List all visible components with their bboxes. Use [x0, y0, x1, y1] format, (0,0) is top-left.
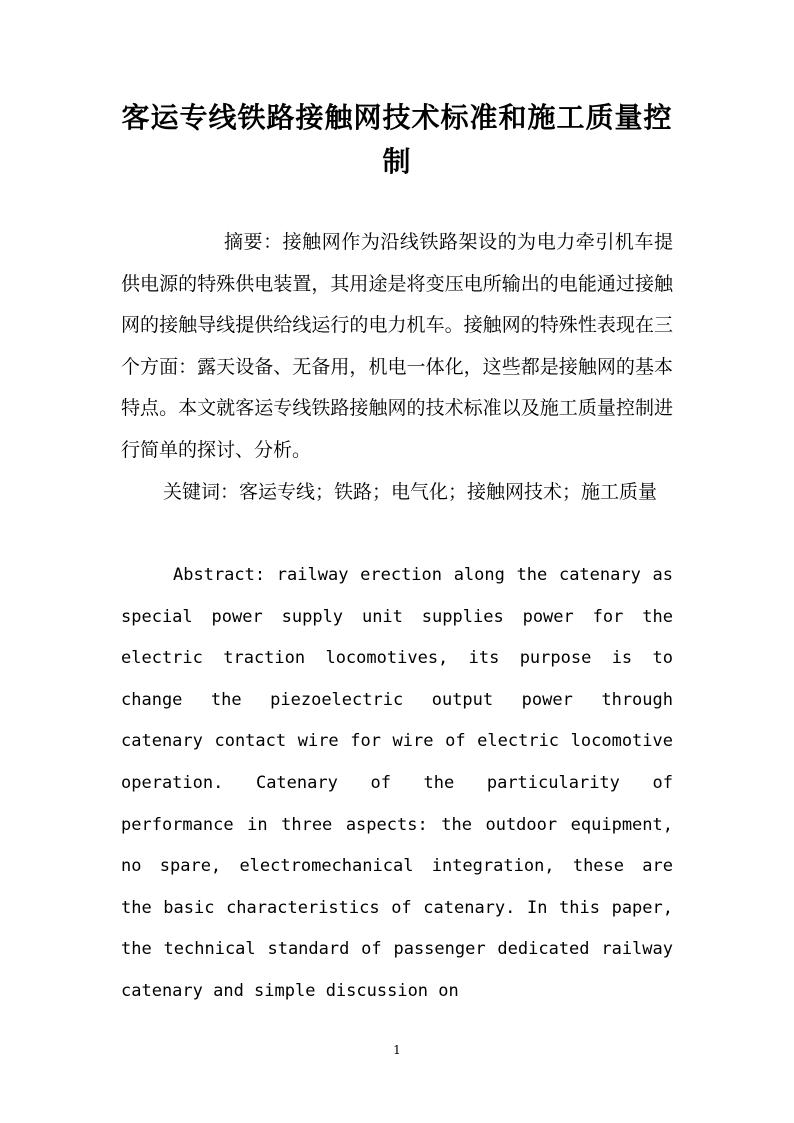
- abstract-chinese: 摘要：接触网作为沿线铁路架设的为电力牵引机车提供电源的特殊供电装置，其用途是将变压电所输出的电能通过接触网的接触导线提供给线运行的电力机车。接触网的特殊性表现在三个方面：露天设备、无备用，机电一体化，这些都是接触网的基本特点。本文就客运专线铁路接触网的技术标准以及施工质量控制进行简单的探讨、分析。: [121, 231, 673, 461]
- document-title: 客运专线铁路接触网技术标准和施工质量控制: [121, 101, 673, 178]
- page-number: 1: [393, 1043, 401, 1057]
- keywords: 关键词：客运专线；铁路；电气化；接触网技术；施工质量: [163, 481, 658, 503]
- abstract-english: Abstract: railway erection along the catenary as special power supply unit supplies power for the electric traction locomotives, its purpose is to change the piezoelectric output power through catenary contact wire for wire of electric locomotive operation. Catenary of the particularity of performance in three aspects: the outdoor equipment, no spare, electromechanical integration, these are the basic characteristics of catenary. In this paper, the technical standard of passenger dedicated railway catenary and simple discussion on: [121, 565, 673, 1001]
